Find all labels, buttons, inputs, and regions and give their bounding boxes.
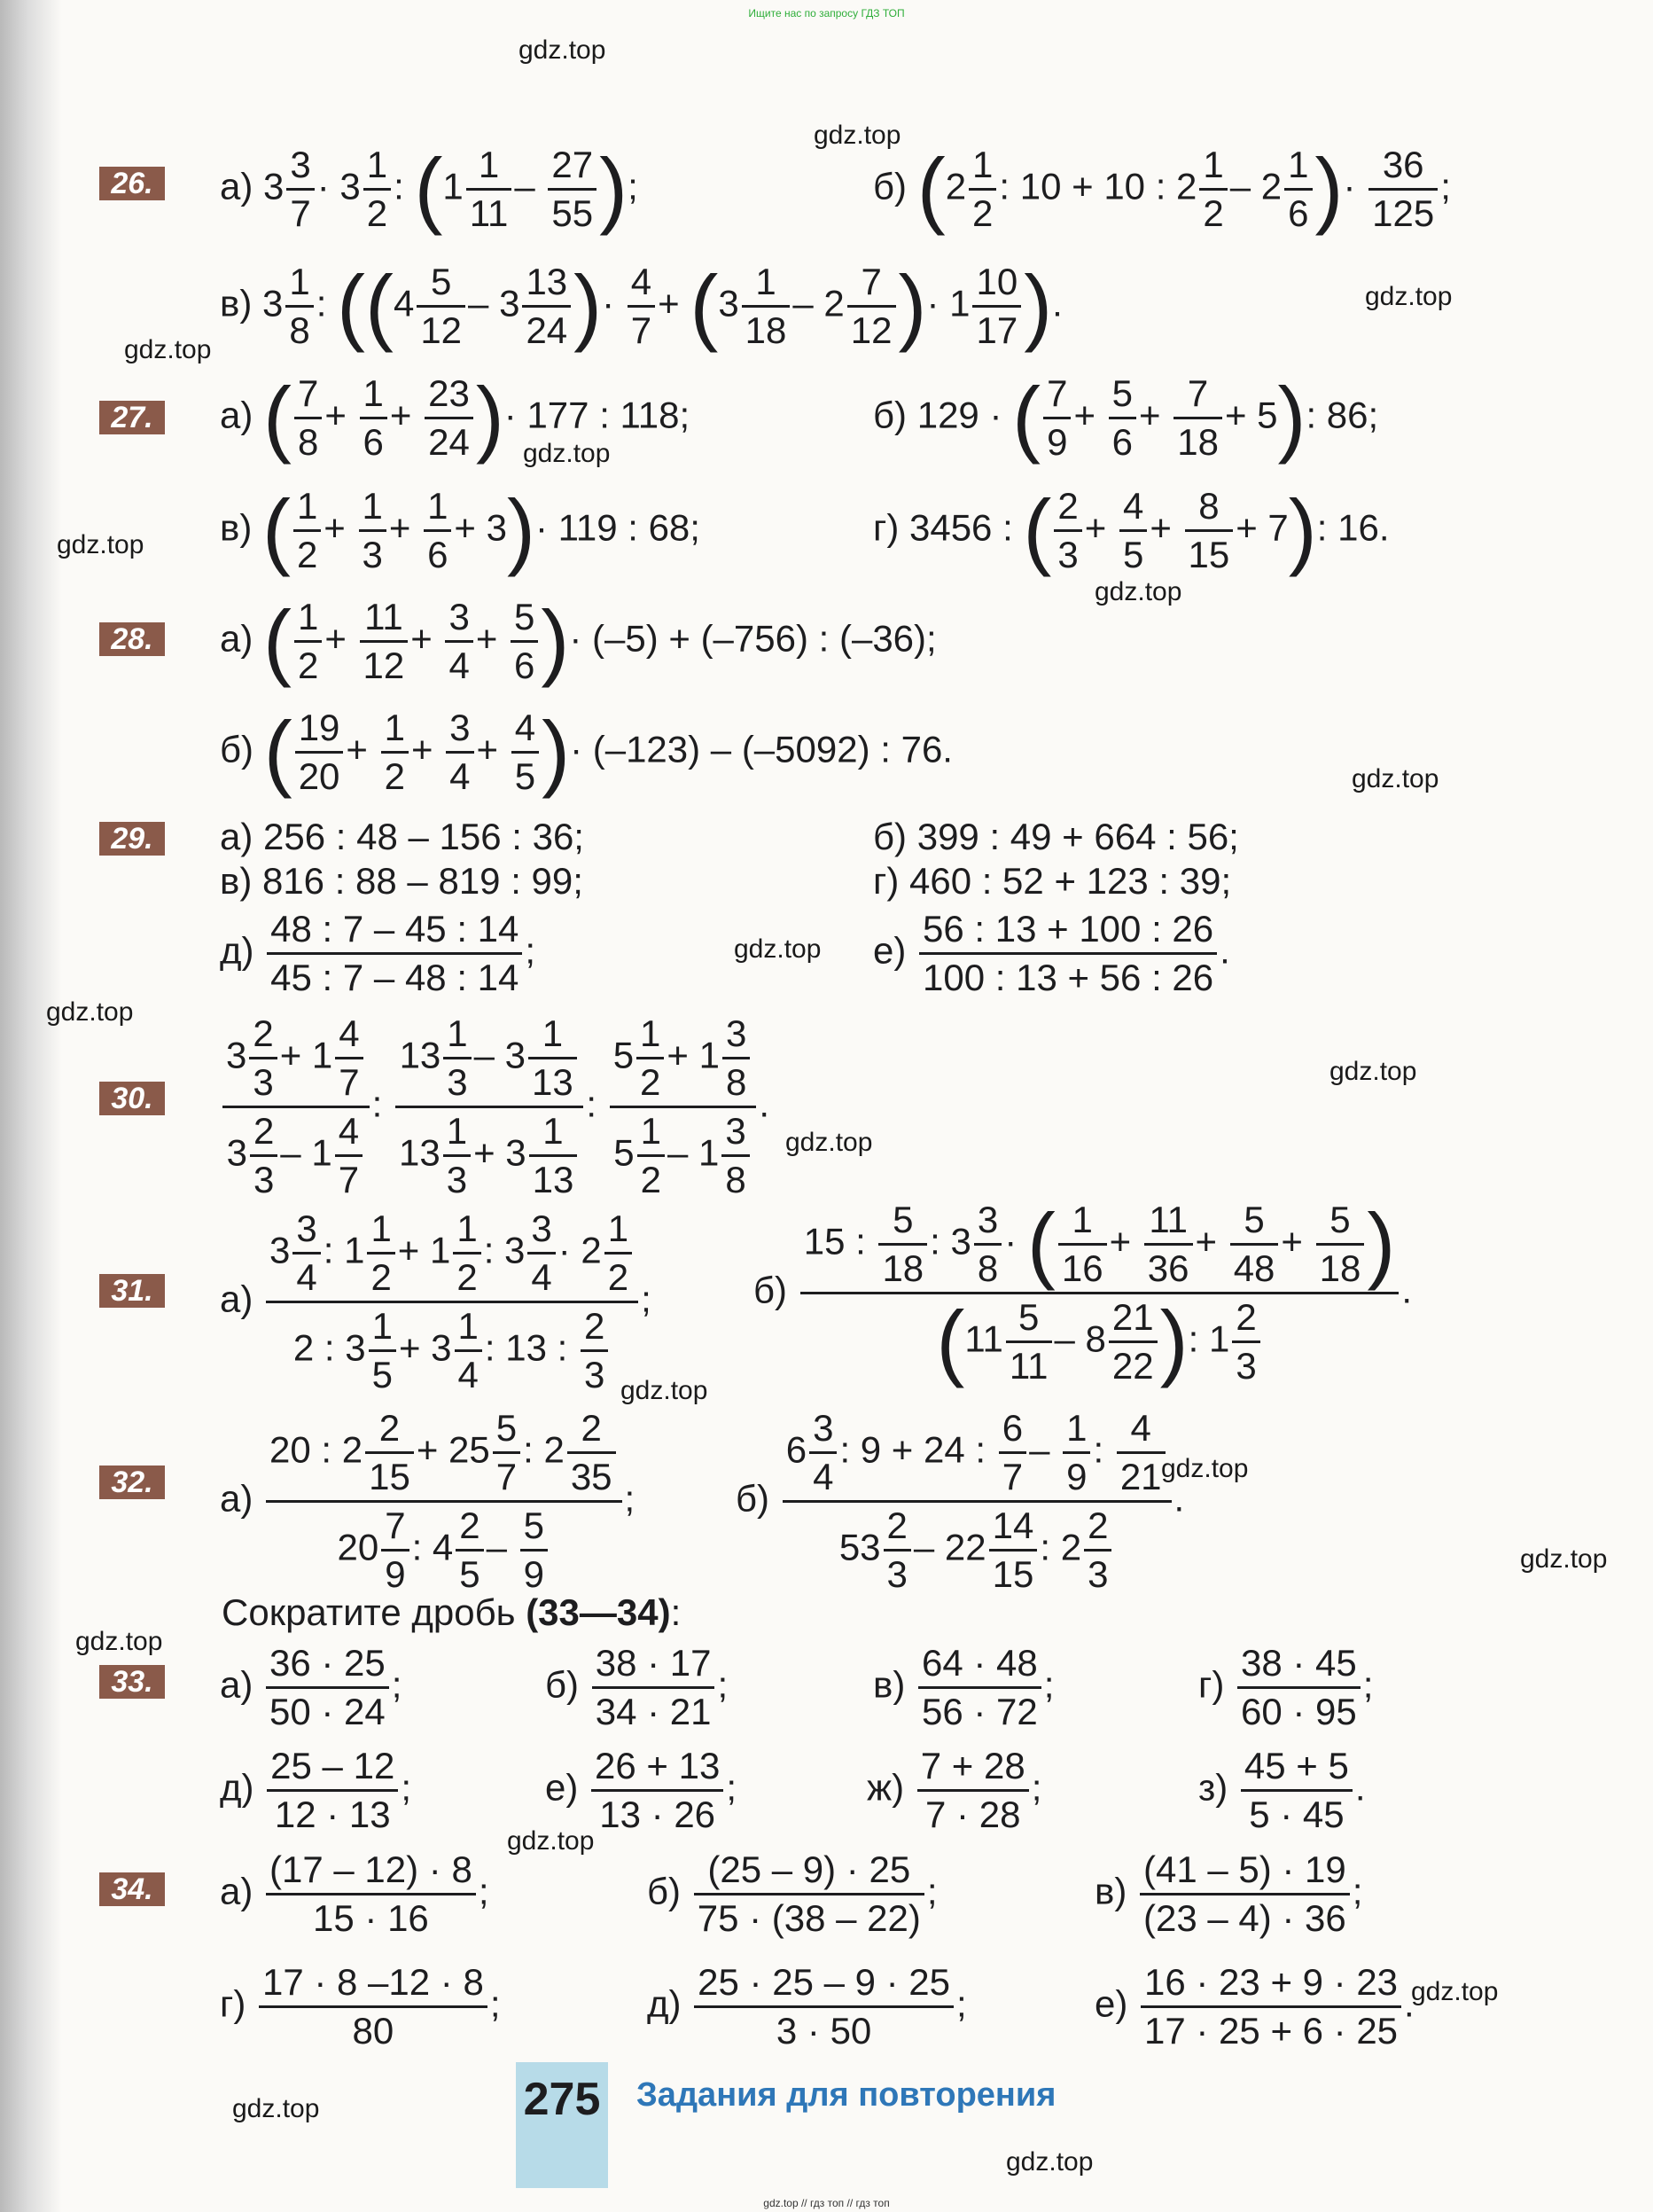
watermark: gdz.top [734, 934, 822, 964]
watermark: gdz.top [785, 1128, 873, 1157]
problem-number: 30. [99, 1082, 165, 1115]
watermark: gdz.top [1095, 577, 1182, 606]
problem-34d: д) $\frac{25 \cdot 25 - 9 \cdot 25}{3 \cdot 50}$ ; [647, 1961, 967, 2052]
page-edge-shadow [0, 0, 62, 2212]
problem-26v: в) 3 $\frac{1}{8}$ : ((4 $\frac{5}{12}$ – 3 $\frac{13}{24}$ )· $\frac{4}{7}$ + (3 $\frac{1}{18}$ – 2 $\frac{7}{12}$ )· 1 $\frac{10}{17}$ ). [220, 258, 1063, 354]
problem-33zh: ж) $\frac{7 + 28}{7 \cdot 28}$ ; [867, 1745, 1042, 1835]
problem-number: 29. [99, 822, 165, 856]
problem-31a: а) 3 $\frac{3}{4}$ : 1 $\frac{1}{2}$ + 1 $\frac{1}{2}$ : 3 $\frac{3}{4}$ · 2 $\frac{1}{2}$ 2 : 3 $\frac{1}{5}$ + 3 $\frac{1}{4}$ : 13 : $\frac{2}{3}$ ; [220, 1208, 651, 1395]
watermark: gdz.top [46, 997, 134, 1027]
watermark: gdz.top [620, 1376, 708, 1405]
watermark: gdz.top [1329, 1057, 1417, 1086]
problem-32a: а) 20 : 2 $\frac{2}{15}$ + 25 $\frac{5}{7}$ : 2 $\frac{2}{35}$ 20 $\frac{7}{9}$ : 4 $\frac{2}{5}$ – $\frac{5}{9}$ ; [220, 1407, 635, 1595]
watermark: gdz.top [57, 530, 144, 559]
top-note: Ищите нас по запросу ГДЗ ТОП [748, 7, 905, 20]
problem-29v: в) 816 : 88 – 819 : 99; [220, 860, 583, 902]
section-title: Задания для повторения [636, 2076, 1057, 2114]
problem-27g: г) 3456 : ( $\frac{2}{3}$ + $\frac{4}{5}$ + $\frac{8}{15}$ + 7): 16. [873, 482, 1390, 578]
page-number-box [516, 2062, 608, 2188]
problem-number: 32. [99, 1466, 165, 1499]
problem-29e: е) $\frac{56 : 13 + 100 : 26}{100 : 13 + 56 : 26}$ . [873, 908, 1230, 998]
problem-number: 34. [99, 1872, 165, 1906]
problem-number: 26. [99, 167, 165, 200]
problem-number: 31. [99, 1274, 165, 1308]
watermark: gdz.top [124, 335, 212, 364]
watermark: gdz.top [523, 439, 611, 468]
problem-29g: г) 460 : 52 + 123 : 39; [873, 860, 1232, 902]
problem-number: 27. [99, 401, 165, 434]
problem-33a: а) $\frac{36 \cdot 25}{50 \cdot 24}$ ; [220, 1642, 402, 1732]
problem-27a: а) ( $\frac{7}{8}$ + $\frac{1}{6}$ + $\frac{23}{24}$ )· 177 : 118; [220, 370, 690, 465]
watermark: gdz.top [1411, 1977, 1499, 2006]
problem-32b: б) 6 $\frac{3}{4}$ : 9 + 24 : $\frac{6}{7}$ – $\frac{1}{9}$ : $\frac{4}{21}$ 53 $\frac{2}{3}$ – 22 $\frac{14}{15}$ : 2 $\frac{2}{3}$ . [736, 1407, 1185, 1595]
page-number: 275 [523, 2074, 601, 2125]
watermark: gdz.top [519, 35, 606, 65]
watermark: gdz.top [1520, 1544, 1608, 1574]
bottom-note: gdz.top // гдз топ // гдз топ [763, 2197, 890, 2209]
watermark: gdz.top [232, 2094, 320, 2123]
watermark: gdz.top [75, 1627, 163, 1656]
problem-30: 3 $\frac{2}{3}$ + 1 $\frac{4}{7}$ 3 $\frac{2}{3}$ – 1 $\frac{4}{7}$ : 13 $\frac{1}{3}$ – 3 $\frac{1}{13}$ 13 $\frac{1}{3}$ + 3 $\frac{1}{13}$ : 5 $\frac{1}{2}$ + 1 $\frac{3}{8}$ 5 $\frac{1}{2}$ – 1 $\frac{3}{8}$ . [220, 1011, 769, 1203]
watermark: gdz.top [1006, 2147, 1094, 2177]
problem-27b: б) 129 · ( $\frac{7}{9}$ + $\frac{5}{6}$ + $\frac{7}{18}$ + 5): 86; [873, 370, 1379, 465]
problem-34a: а) $\frac{(17 - 12) \cdot 8}{15 \cdot 16}$ ; [220, 1849, 489, 1939]
problem-27v: в) ( $\frac{1}{2}$ + $\frac{1}{3}$ + $\frac{1}{6}$ + 3)· 119 : 68; [220, 482, 700, 578]
problem-34e: е) $\frac{16 \cdot 23 + 9 \cdot 23}{17 \cdot 25 + 6 \cdot 25}$ . [1095, 1961, 1415, 2052]
problem-29a: а) 256 : 48 – 156 : 36; [220, 816, 584, 857]
problem-34b: б) $\frac{(25 - 9) \cdot 25}{75 \cdot (38 - 22)}$ ; [647, 1849, 938, 1939]
problem-number: 33. [99, 1665, 165, 1699]
problem-26b: б) (2 $\frac{1}{2}$ : 10 + 10 : 2 $\frac{1}{2}$ – 2 $\frac{1}{6}$ )· $\frac{36}{125}$ ; [873, 141, 1451, 237]
problem-34v: в) $\frac{(41 - 5) \cdot 19}{(23 - 4) \cdot 36}$ ; [1095, 1849, 1363, 1939]
problem-28a: а) ( $\frac{1}{2}$ + $\frac{11}{12}$ + $\frac{3}{4}$ + $\frac{5}{6}$ )· (–5) + (–756) : (–36); [220, 593, 937, 689]
watermark: gdz.top [814, 121, 901, 150]
problem-26a: а) 3 $\frac{3}{7}$ · 3 $\frac{1}{2}$ : (1 $\frac{1}{11}$ – $\frac{27}{55}$ ); [220, 141, 638, 237]
problem-28b: б) ( $\frac{19}{20}$ + $\frac{1}{2}$ + $\frac{3}{4}$ + $\frac{4}{5}$ )· (–123) – (–5092) : 76. [220, 704, 953, 800]
problem-33v: в) $\frac{64 \cdot 48}{56 \cdot 72}$ ; [873, 1642, 1055, 1732]
problem-29b: б) 399 : 49 + 664 : 56; [873, 816, 1239, 857]
problem-33e: е) $\frac{26 + 13}{13 \cdot 26}$ ; [545, 1745, 737, 1835]
problem-33d: д) $\frac{25 - 12}{12 \cdot 13}$ ; [220, 1745, 411, 1835]
watermark: gdz.top [1365, 282, 1453, 311]
watermark: gdz.top [1161, 1454, 1249, 1483]
task-heading: Сократите дробь (33—34): [222, 1591, 682, 1633]
problem-34g: г) $\frac{17 \cdot 8 -12 \cdot 8}{80}$ ; [220, 1961, 501, 2052]
problem-29d: д) $\frac{48 : 7 - 45 : 14}{45 : 7 - 48 : 14}$ ; [220, 908, 536, 998]
problem-33b: б) $\frac{38 \cdot 17}{34 \cdot 21}$ ; [545, 1642, 729, 1732]
problem-number: 28. [99, 622, 165, 656]
problem-31b: б) 15 : $\frac{5}{18}$ : 3 $\frac{3}{8}$ · ( $\frac{1}{16}$ + $\frac{11}{36}$ + $\frac{5}{48}$ + $\frac{5}{18}$ ) (11 $\frac{5}{11}$ – 8 $\frac{21}{22}$ ): 1 $\frac{2}{3}$ . [753, 1196, 1412, 1389]
watermark: gdz.top [1352, 764, 1439, 793]
problem-33g: г) $\frac{38 \cdot 45}{60 \cdot 95}$ ; [1198, 1642, 1374, 1732]
watermark: gdz.top [507, 1826, 595, 1856]
problem-33z: з) $\frac{45 + 5}{5 \cdot 45}$ . [1198, 1745, 1366, 1835]
